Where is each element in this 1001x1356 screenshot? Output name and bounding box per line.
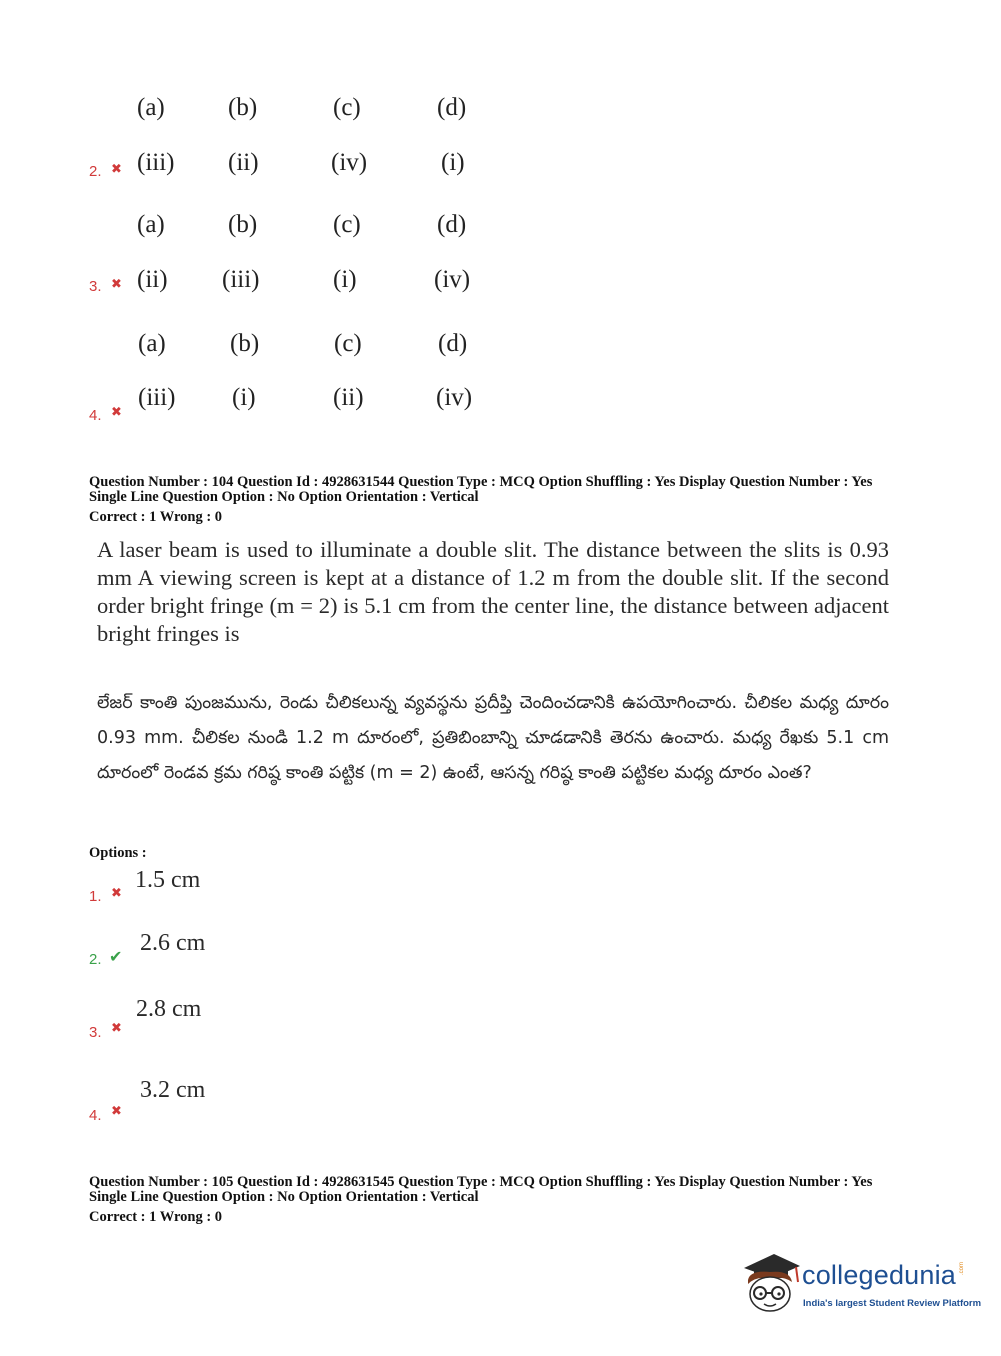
match-value: (iii) bbox=[137, 149, 175, 176]
option-text[interactable]: 2.6 cm bbox=[140, 930, 206, 956]
logo-wordmark: collegedunia bbox=[802, 1260, 957, 1290]
wrong-mark-icon: ✖ bbox=[111, 1021, 122, 1036]
logo-suffix: .com bbox=[959, 1262, 965, 1276]
column-letter: (b) bbox=[230, 330, 260, 357]
question-meta: Single Line Question Option : No Option Orientation : Vertical bbox=[89, 489, 479, 505]
option-number: 4. bbox=[89, 1107, 102, 1124]
correct-check-icon: ✔ bbox=[109, 947, 123, 966]
option-number: 2. bbox=[89, 951, 102, 968]
question-meta: Single Line Question Option : No Option Orientation : Vertical bbox=[89, 1189, 479, 1205]
column-letter: (c) bbox=[333, 94, 361, 121]
option-text[interactable]: 2.8 cm bbox=[136, 996, 202, 1022]
wrong-mark-icon: ✖ bbox=[111, 277, 122, 292]
question-meta: Question Number : 104 Question Id : 4928631544 Question Type : MCQ Option Shuffling : Yes Display Question Number : Yes bbox=[89, 474, 873, 490]
option-text[interactable]: 1.5 cm bbox=[135, 867, 201, 893]
match-value: (iv) bbox=[331, 149, 368, 176]
option-number: 3. bbox=[89, 278, 102, 295]
column-letter: (d) bbox=[437, 94, 467, 121]
column-letter: (b) bbox=[228, 94, 258, 121]
column-letter: (a) bbox=[137, 94, 165, 121]
question-text-english: A laser beam is used to illuminate a double slit. The distance between the slits is 0.93 mm A viewing screen is kept at a distance of 1.2 m from the double slit. If the second order bright fringe (m = 2) is 5.1 cm from the center line, the distance between adjacent bright fringes is bbox=[97, 537, 889, 646]
option-number: 2. bbox=[89, 163, 102, 180]
match-value: (iv) bbox=[436, 384, 473, 411]
match-value: (iii) bbox=[222, 266, 260, 293]
column-letter: (a) bbox=[137, 211, 165, 238]
marks-info: Correct : 1 Wrong : 0 bbox=[89, 1209, 223, 1225]
match-value: (i) bbox=[441, 149, 465, 176]
match-value: (ii) bbox=[333, 384, 364, 411]
column-letter: (b) bbox=[228, 211, 258, 238]
marks-info: Correct : 1 Wrong : 0 bbox=[89, 509, 223, 525]
logo-tagline: India's largest Student Review Platform bbox=[803, 1298, 982, 1309]
option-text[interactable]: 3.2 cm bbox=[140, 1077, 206, 1103]
option-number: 4. bbox=[89, 407, 102, 424]
match-value: (ii) bbox=[228, 149, 259, 176]
column-letter: (d) bbox=[438, 330, 468, 357]
options-label: Options : bbox=[89, 845, 147, 861]
match-value: (iv) bbox=[434, 266, 471, 293]
wrong-mark-icon: ✖ bbox=[111, 886, 122, 901]
match-value: (ii) bbox=[137, 266, 168, 293]
match-value: (iii) bbox=[138, 384, 176, 411]
question-meta: Question Number : 105 Question Id : 4928631545 Question Type : MCQ Option Shuffling : Yes Display Question Number : Yes bbox=[89, 1174, 873, 1190]
wrong-mark-icon: ✖ bbox=[111, 162, 122, 177]
option-number: 1. bbox=[89, 888, 102, 905]
question-text-telugu: లేజర్ కాంతి పుంజమును, రెండు చీలికలున్న వ్యవస్థను ప్రదీప్తి చెందించడానికి ఉపయోగించారు. చీలికల మధ్య దూరం 0.93 mm. చీలికల నుండి 1.2 m దూరంలో, ప్రతిబింబాన్ని చూడడానికి తెరను ఉంచారు. మధ్య రేఖకు 5.1 cm దూరంలో రెండవ క్రమ గరిష్ఠ కాంతి పట్టిక (m = 2) ఉంటే, ఆసన్న గరిష్ఠ కాంతి పట్టికల మధ్య దూరం ఎంత? bbox=[97, 693, 889, 783]
mascot-icon bbox=[740, 1250, 802, 1314]
column-letter: (c) bbox=[334, 330, 362, 357]
option-number: 3. bbox=[89, 1024, 102, 1041]
match-value: (i) bbox=[333, 266, 357, 293]
column-letter: (a) bbox=[138, 330, 166, 357]
collegedunia-logo bbox=[740, 1248, 982, 1320]
match-value: (i) bbox=[232, 384, 256, 411]
column-letter: (d) bbox=[437, 211, 467, 238]
column-letter: (c) bbox=[333, 211, 361, 238]
wrong-mark-icon: ✖ bbox=[111, 1104, 122, 1119]
wrong-mark-icon: ✖ bbox=[111, 405, 122, 420]
